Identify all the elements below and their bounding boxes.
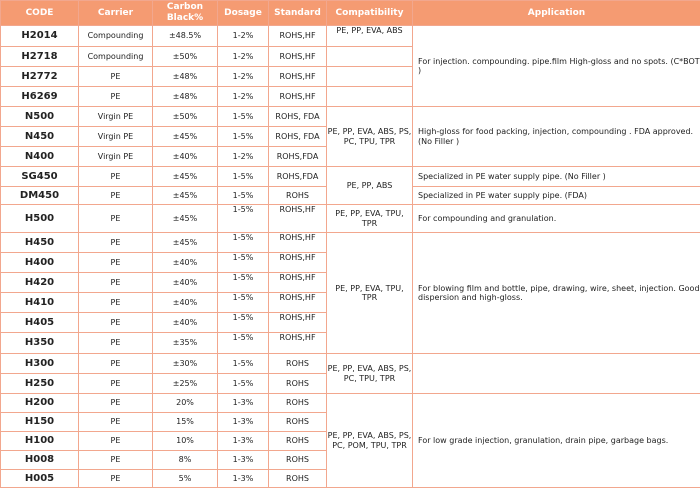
code-cell: H420 bbox=[1, 273, 79, 293]
code-cell: H2718 bbox=[1, 47, 79, 67]
carrier-cell: Virgin PE bbox=[79, 107, 153, 127]
dosage-cell: 1-5% bbox=[218, 127, 269, 147]
standard-cell: ROHS bbox=[269, 451, 327, 470]
dosage-cell: 1-5% bbox=[218, 187, 269, 205]
carbon-black-cell: ±40% bbox=[153, 293, 218, 313]
dosage-cell: 1-5% bbox=[218, 253, 269, 273]
compatibility-empty-cell bbox=[327, 47, 413, 67]
carrier-cell: PE bbox=[79, 253, 153, 273]
dosage-cell: 1-5% bbox=[218, 293, 269, 313]
carbon-black-cell: ±45% bbox=[153, 167, 218, 187]
carbon-black-cell: ±50% bbox=[153, 107, 218, 127]
code-cell: H450 bbox=[1, 233, 79, 253]
header-code: CODE bbox=[1, 1, 79, 26]
compatibility-cell: PE, PP, EVA, ABS, PS, PC, TPU, TPR bbox=[327, 107, 413, 167]
carrier-cell: PE bbox=[79, 293, 153, 313]
dosage-cell: 1-3% bbox=[218, 432, 269, 451]
code-cell: DM450 bbox=[1, 187, 79, 205]
application-cell: Specialized in PE water supply pipe. (FDA) bbox=[413, 187, 700, 205]
table-row bbox=[1, 26, 700, 47]
carrier-cell: Virgin PE bbox=[79, 147, 153, 167]
header-standard: Standard bbox=[269, 1, 327, 26]
dosage-cell: 1-5% bbox=[218, 333, 269, 354]
carbon-black-cell: ±48.5% bbox=[153, 26, 218, 47]
dosage-cell: 1-2% bbox=[218, 67, 269, 87]
code-cell: H2772 bbox=[1, 67, 79, 87]
dosage-cell: 1-3% bbox=[218, 451, 269, 470]
carrier-cell: Virgin PE bbox=[79, 127, 153, 147]
standard-cell: ROHS,HF bbox=[269, 67, 327, 87]
code-cell: H2014 bbox=[1, 26, 79, 47]
standard-cell: ROHS, FDA bbox=[269, 127, 327, 147]
carrier-cell: PE bbox=[79, 394, 153, 413]
table-row bbox=[1, 167, 700, 187]
carbon-black-cell: 20% bbox=[153, 394, 218, 413]
code-cell: H250 bbox=[1, 374, 79, 394]
carrier-cell: PE bbox=[79, 167, 153, 187]
dosage-cell: 1-5% bbox=[218, 107, 269, 127]
dosage-cell: 1-5% bbox=[218, 273, 269, 293]
dosage-cell: 1-3% bbox=[218, 413, 269, 432]
carbon-black-cell: ±40% bbox=[153, 313, 218, 333]
compatibility-empty-cell bbox=[327, 67, 413, 87]
application-cell: For low grade injection, granulation, drain pipe, garbage bags. bbox=[413, 394, 700, 488]
code-cell: N400 bbox=[1, 147, 79, 167]
header-compatibility: Compatibility bbox=[327, 1, 413, 26]
standard-cell: ROHS bbox=[269, 354, 327, 374]
compatibility-cell: PE, PP, EVA, TPU, TPR bbox=[327, 205, 413, 233]
code-cell: H005 bbox=[1, 470, 79, 488]
dosage-cell: 1-5% bbox=[218, 233, 269, 253]
header-application: Application bbox=[413, 1, 700, 26]
carbon-black-cell: ±45% bbox=[153, 233, 218, 253]
standard-cell: ROHS bbox=[269, 432, 327, 451]
carbon-black-cell: ±35% bbox=[153, 333, 218, 354]
standard-cell: ROHS,HF bbox=[269, 26, 327, 47]
dosage-cell: 1-5% bbox=[218, 374, 269, 394]
dosage-cell: 1-2% bbox=[218, 47, 269, 67]
carrier-cell: PE bbox=[79, 354, 153, 374]
code-cell: H300 bbox=[1, 354, 79, 374]
code-cell: N500 bbox=[1, 107, 79, 127]
dosage-cell: 1-5% bbox=[218, 205, 269, 233]
standard-cell: ROHS,FDA bbox=[269, 147, 327, 167]
code-cell: H008 bbox=[1, 451, 79, 470]
table-row bbox=[1, 205, 700, 233]
standard-cell: ROHS bbox=[269, 470, 327, 488]
carrier-cell: PE bbox=[79, 233, 153, 253]
carrier-cell: PE bbox=[79, 87, 153, 107]
carbon-black-cell: 10% bbox=[153, 432, 218, 451]
dosage-cell: 1-3% bbox=[218, 470, 269, 488]
standard-cell: ROHS,HF bbox=[269, 205, 327, 233]
carrier-cell: PE bbox=[79, 313, 153, 333]
header-carrier: Carrier bbox=[79, 1, 153, 26]
carbon-black-cell: 15% bbox=[153, 413, 218, 432]
standard-cell: ROHS,HF bbox=[269, 253, 327, 273]
carbon-black-cell: ±45% bbox=[153, 205, 218, 233]
carbon-black-cell: ±48% bbox=[153, 67, 218, 87]
header-dosage: Dosage bbox=[218, 1, 269, 26]
carbon-black-cell: 5% bbox=[153, 470, 218, 488]
carbon-black-cell: ±40% bbox=[153, 253, 218, 273]
code-cell: H500 bbox=[1, 205, 79, 233]
carbon-black-cell: ±45% bbox=[153, 187, 218, 205]
application-cell: Specialized in PE water supply pipe. (No Filler ) bbox=[413, 167, 700, 187]
standard-cell: ROHS,HF bbox=[269, 313, 327, 333]
table-row bbox=[1, 394, 700, 413]
carbon-black-cell: ±40% bbox=[153, 273, 218, 293]
standard-cell: ROHS,HF bbox=[269, 333, 327, 354]
standard-cell: ROHS bbox=[269, 413, 327, 432]
dosage-cell: 1-2% bbox=[218, 147, 269, 167]
application-cell: For compounding and granulation. bbox=[413, 205, 700, 233]
code-cell: SG450 bbox=[1, 167, 79, 187]
code-cell: H350 bbox=[1, 333, 79, 354]
carrier-cell: PE bbox=[79, 432, 153, 451]
dosage-cell: 1-2% bbox=[218, 26, 269, 47]
compatibility-cell: PE, PP, EVA, ABS bbox=[327, 26, 413, 47]
carbon-black-cell: ±25% bbox=[153, 374, 218, 394]
application-cell: High-gloss for food packing, injection, compounding . FDA approved. (No Filler ) bbox=[413, 107, 700, 167]
standard-cell: ROHS bbox=[269, 187, 327, 205]
carrier-cell: Compounding bbox=[79, 47, 153, 67]
carbon-black-cell: ±45% bbox=[153, 127, 218, 147]
carbon-black-cell: ±50% bbox=[153, 47, 218, 67]
carrier-cell: PE bbox=[79, 67, 153, 87]
dosage-cell: 1-2% bbox=[218, 87, 269, 107]
carrier-cell: PE bbox=[79, 273, 153, 293]
code-cell: H150 bbox=[1, 413, 79, 432]
application-cell: For injection. compounding. pipe.film High-gloss and no spots. (C*BOT ) bbox=[413, 26, 700, 107]
code-cell: H410 bbox=[1, 293, 79, 313]
standard-cell: ROHS,HF bbox=[269, 233, 327, 253]
standard-cell: ROHS,HF bbox=[269, 273, 327, 293]
carrier-cell: PE bbox=[79, 451, 153, 470]
standard-cell: ROHS,HF bbox=[269, 293, 327, 313]
header-carbon-black: Carbon Black% bbox=[153, 1, 218, 26]
carrier-cell: Compounding bbox=[79, 26, 153, 47]
dosage-cell: 1-5% bbox=[218, 167, 269, 187]
carrier-cell: PE bbox=[79, 333, 153, 354]
standard-cell: ROHS,FDA bbox=[269, 167, 327, 187]
dosage-cell: 1-3% bbox=[218, 394, 269, 413]
carrier-cell: PE bbox=[79, 187, 153, 205]
code-cell: H400 bbox=[1, 253, 79, 273]
compatibility-cell: PE, PP, EVA, ABS, PS, PC, TPU, TPR bbox=[327, 354, 413, 394]
standard-cell: ROHS bbox=[269, 374, 327, 394]
code-cell: H405 bbox=[1, 313, 79, 333]
code-cell: H100 bbox=[1, 432, 79, 451]
compatibility-cell: PE, PP, ABS bbox=[327, 167, 413, 205]
standard-cell: ROHS bbox=[269, 394, 327, 413]
compatibility-empty-cell bbox=[327, 87, 413, 107]
carrier-cell: PE bbox=[79, 374, 153, 394]
standard-cell: ROHS,HF bbox=[269, 47, 327, 67]
carrier-cell: PE bbox=[79, 413, 153, 432]
code-cell: N450 bbox=[1, 127, 79, 147]
table-row bbox=[1, 107, 700, 127]
application-cell: For blowing film and bottle, pipe, drawing, wire, sheet, injection. Good dispersion and high-gloss. bbox=[413, 233, 700, 354]
table-row bbox=[1, 354, 700, 374]
application-empty-cell bbox=[413, 354, 700, 394]
code-cell: H6269 bbox=[1, 87, 79, 107]
table-row bbox=[1, 233, 700, 253]
compatibility-cell: PE, PP, EVA, TPU, TPR bbox=[327, 233, 413, 354]
dosage-cell: 1-5% bbox=[218, 313, 269, 333]
standard-cell: ROHS, FDA bbox=[269, 107, 327, 127]
code-cell: H200 bbox=[1, 394, 79, 413]
standard-cell: ROHS,HF bbox=[269, 87, 327, 107]
compatibility-cell: PE, PP, EVA, ABS, PS, PC, POM, TPU, TPR bbox=[327, 394, 413, 488]
carbon-black-cell: ±40% bbox=[153, 147, 218, 167]
carbon-black-cell: ±48% bbox=[153, 87, 218, 107]
carbon-black-cell: ±30% bbox=[153, 354, 218, 374]
carrier-cell: PE bbox=[79, 205, 153, 233]
dosage-cell: 1-5% bbox=[218, 354, 269, 374]
carbon-black-cell: 8% bbox=[153, 451, 218, 470]
carrier-cell: PE bbox=[79, 470, 153, 488]
